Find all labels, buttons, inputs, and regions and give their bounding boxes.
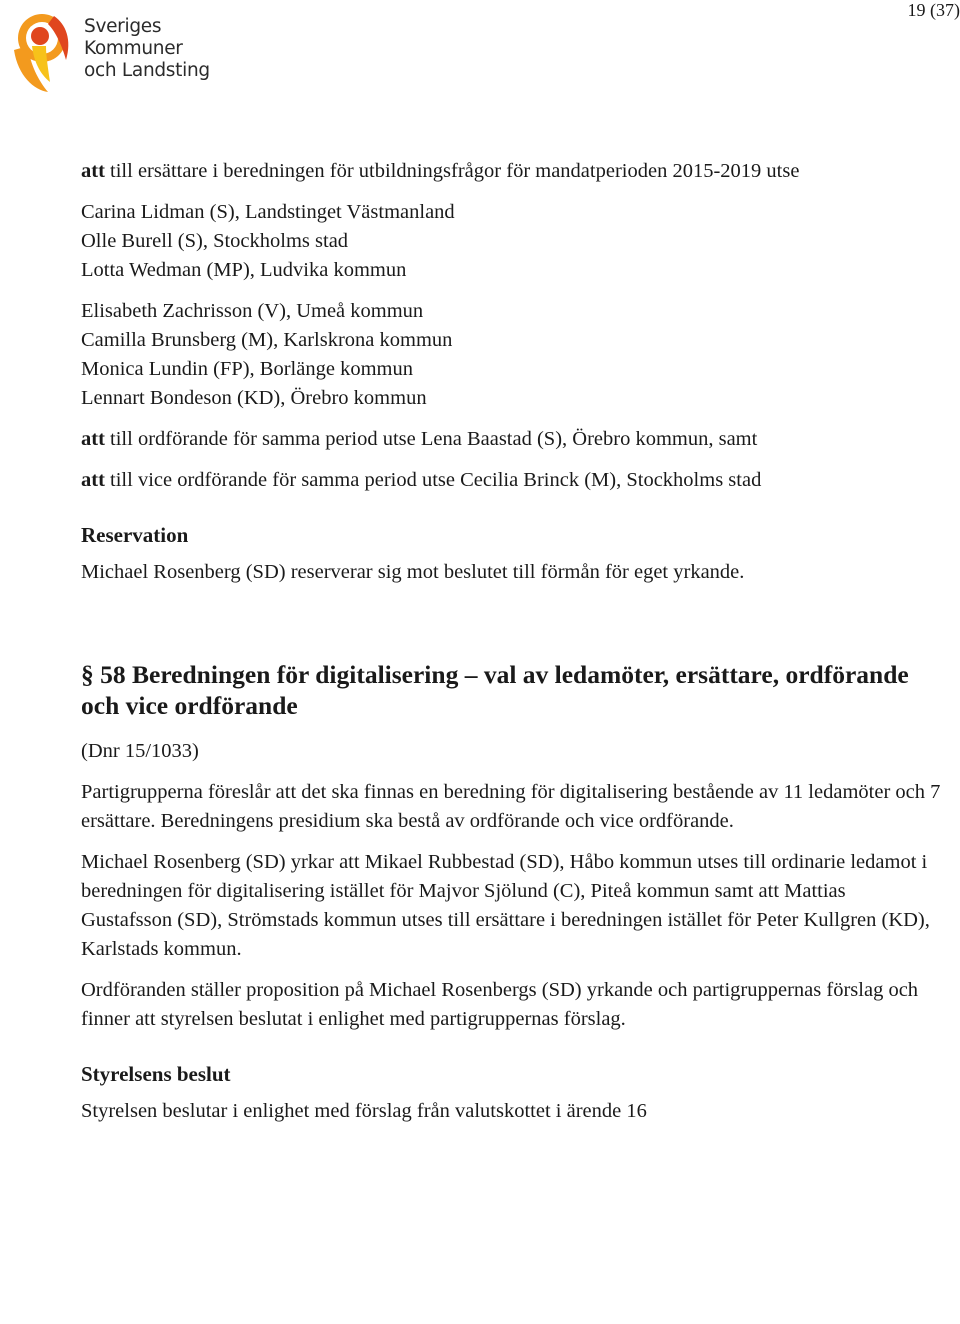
att-keyword: att <box>81 469 105 491</box>
organization-name <box>84 16 210 82</box>
org-name-line-3: och Landsting <box>84 60 210 81</box>
vice-chair-decision-text: till vice ordförande för samma period utse Cecilia Brinck (M), Stockholms stad <box>104 469 762 491</box>
reservation-text: Michael Rosenberg (SD) reserverar sig mot beslutet till förmån för eget yrkande. <box>81 561 745 583</box>
section-title: § 58 Beredningen för digitalisering – val av ledamöter, ersättare, ordförande och vice ordförande <box>81 660 909 720</box>
decision-text: Styrelsen beslutar i enlighet med förslag från valutskottet i ärende 16 <box>81 1100 647 1122</box>
att-keyword: att <box>81 428 105 450</box>
member-entry: Lotta Wedman (MP), Ludvika kommun <box>81 259 407 281</box>
member-entry: Elisabeth Zachrisson (V), Umeå kommun <box>81 300 424 322</box>
body-paragraph: Ordföranden ställer proposition på Michael Rosenbergs (SD) yrkande och partigruppernas förslag och finner att styrelsen beslutat i enlighet med partigruppernas förslag. <box>81 979 919 1030</box>
vice-chair-decision <box>81 466 941 495</box>
member-entry: Monica Lundin (FP), Borlänge kommun <box>81 358 413 380</box>
member-entry: Olle Burell (S), Stockholms stad <box>81 230 349 252</box>
organization-logo <box>4 6 224 96</box>
att-keyword: att <box>81 160 105 182</box>
skl-logo-icon <box>4 6 76 94</box>
chair-decision-text: till ordförande för samma period utse Lena Baastad (S), Örebro kommun, samt <box>104 428 758 450</box>
org-name-line-1: Sveriges <box>84 16 162 37</box>
member-entry: Carina Lidman (S), Landstinget Västmanland <box>81 201 455 223</box>
page-number: 19 (37) <box>907 0 960 20</box>
member-list <box>81 198 941 413</box>
org-name-line-2: Kommuner <box>84 38 183 59</box>
chair-decision <box>81 425 941 454</box>
member-entry: Camilla Brunsberg (M), Karlskrona kommun <box>81 329 453 351</box>
body-paragraph: Michael Rosenberg (SD) yrkar att Mikael Rubbestad (SD), Håbo kommun utses till ordinarie ledamot i beredningen för digitalisering istället för Majvor Sjölund (C), Piteå kommun samt att Mattias Gustafsson (SD), Strömstads kommun utses till ersättare i beredningen istället för Peter Kullgren (KD), Karlstads kommun. <box>81 851 930 960</box>
substitutes-intro-text: till ersättare i beredningen för utbildningsfrågor för mandatperioden 2015-2019 utse <box>104 160 800 182</box>
body-paragraph: Partigrupperna föreslår att det ska finnas en beredning för digitalisering bestående av 11 ledamöter och 7 ersättare. Beredningens presidium ska bestå av ordförande och vice ordförande. <box>81 781 941 832</box>
diary-number: (Dnr 15/1033) <box>81 740 199 762</box>
decision-heading: Styrelsens beslut <box>81 1062 231 1086</box>
reservation-heading: Reservation <box>81 523 189 547</box>
document-body <box>81 157 941 1126</box>
substitutes-intro <box>81 157 941 186</box>
member-entry: Lennart Bondeson (KD), Örebro kommun <box>81 387 427 409</box>
